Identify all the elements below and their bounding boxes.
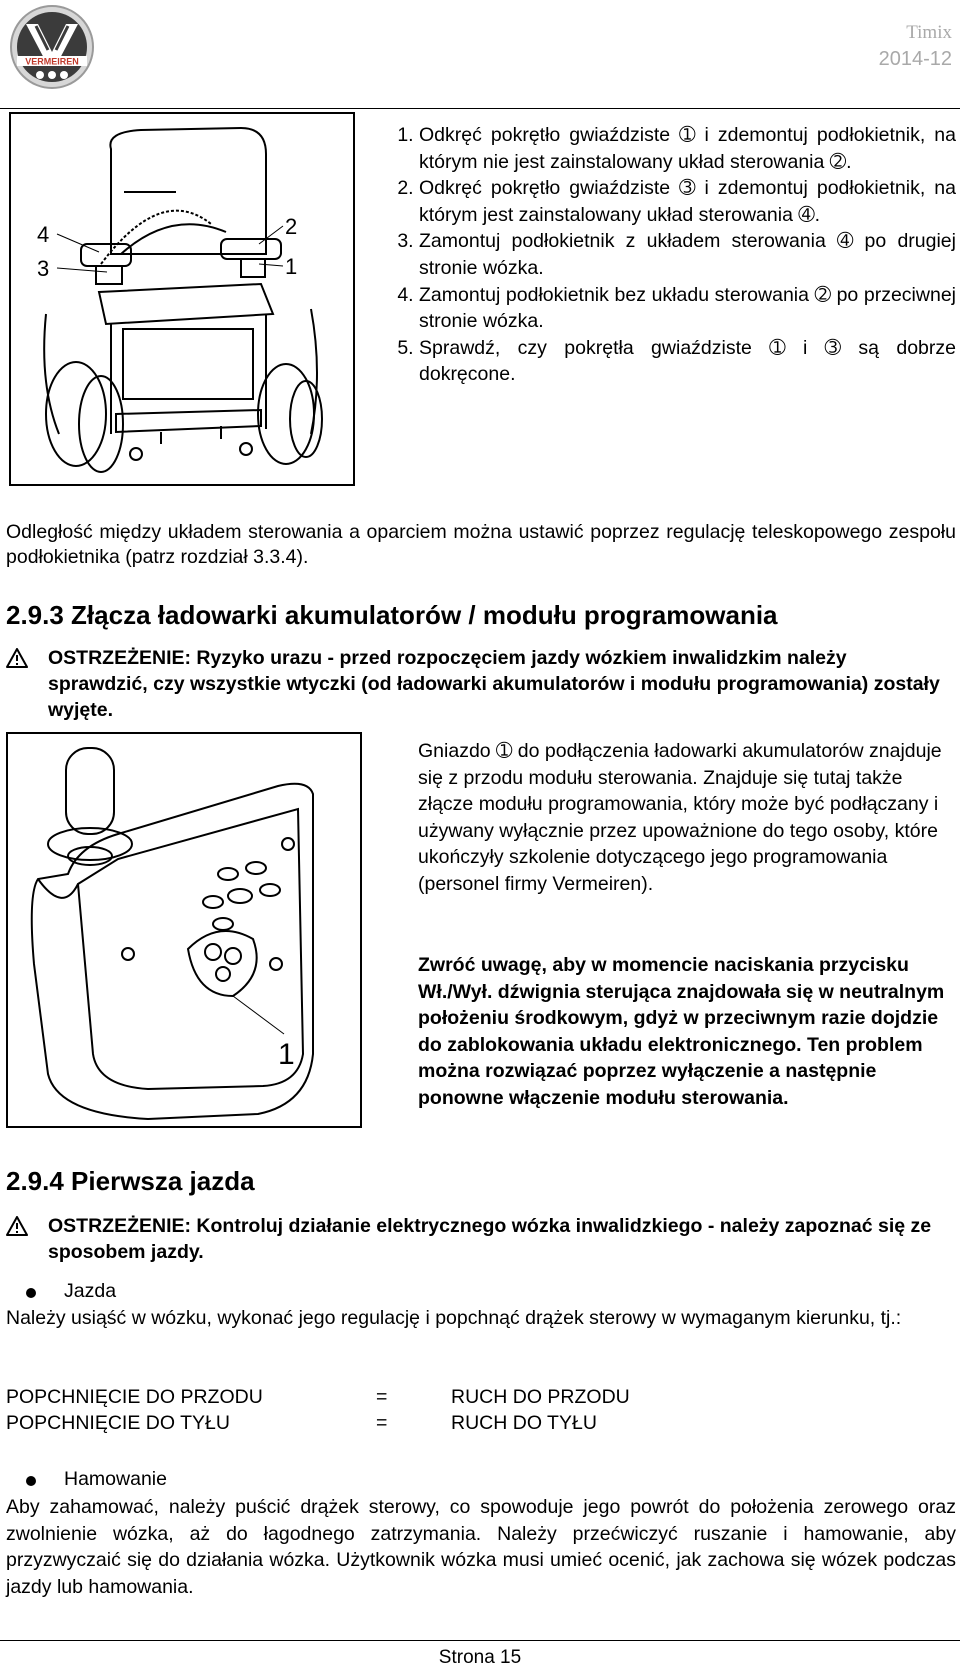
bullet-marker (26, 1288, 36, 1298)
row-left: POPCHNIĘCIE DO TYŁU (6, 1412, 230, 1434)
bullet-driving: Jazda (64, 1280, 117, 1302)
row-right: RUCH DO TYŁU (451, 1412, 597, 1434)
direction-row (6, 1384, 956, 1410)
steps-list (392, 122, 956, 388)
bullet-braking: Hamowanie (64, 1468, 167, 1490)
header-meta (879, 20, 952, 72)
distance-paragraph: Odległość między układem sterowania a oparciem można ustawić poprzez regulację teleskopowego zespołu podłokietnika (patrz rozdział 3.3.4). (6, 521, 956, 568)
step-item: 3. Zamontuj podłokietnik z układem sterowania ➃ po drugiej stronie wózka. (419, 228, 956, 281)
footer-divider (0, 1640, 960, 1641)
direction-row (6, 1410, 956, 1436)
control-module-figure (6, 732, 362, 1128)
step-item: 1. Odkręć pokrętło gwiaździste ➀ i zdemontuj podłokietnik, na którym nie jest zainstalowany układ sterowania ➁. (419, 122, 956, 175)
doc-date: 2014-12 (878, 48, 952, 70)
row-eq: = (376, 1386, 388, 1408)
row-right: RUCH DO PRZODU (451, 1386, 630, 1408)
callout-2: 2 (285, 214, 298, 239)
callout-3: 3 (37, 256, 50, 281)
section-293-heading: 2.9.3 Złącza ładowarki akumulatorów / modułu programowania (6, 600, 778, 630)
braking-paragraph: Aby zahamować, należy puścić drążek sterowy, co spowoduje jego powrót do położenia zerowego oraz zwolnienie wózka, aż do łagodnego zatrzymania. Należy przećwiczyć ruszanie i hamowanie, aby przyzwyczaić się do działania wózka. Użytkownik wózka musi umieć ocenić, jak zachowa się wózek podczas jazdy lub hamowania. (6, 1496, 956, 1598)
wheelchair-figure (9, 112, 355, 486)
section-293-warning: OSTRZEŻENIE: Ryzyko urazu - przed rozpoczęciem jazdy wózkiem inwalidzkim należy sprawdzić, czy wszystkie wtyczki (od ładowarki akumulatorów i modułu programowania) zostały wyjęte. (48, 647, 940, 721)
control-module-illustration (8, 734, 360, 1126)
page-number: Strona 15 (438, 1647, 522, 1668)
wheelchair-illustration (11, 114, 353, 484)
row-eq: = (376, 1412, 388, 1434)
callout-4: 4 (37, 222, 50, 247)
section-294-heading: 2.9.4 Pierwsza jazda (6, 1166, 255, 1196)
callout-1: 1 (278, 1038, 295, 1071)
step-item: 2. Odkręć pokrętło gwiaździste ➂ i zdemontuj podłokietnik, na którym jest zainstalowany układ sterowania ➃. (419, 175, 956, 228)
vermeiren-logo (8, 4, 96, 90)
section-293-text2: Zwróć uwagę, aby w momencie naciskania przycisku Wł./Wył. dźwignia sterująca znajdowała się w neutralnym położeniu środkowym, gdyż w przeciwnym razie dojdzie do zablokowania układu elektronicznego. Ten problem można rozwiązać poprzez wyłączenie a następnie ponowne włączenie modułu sterowania. (418, 954, 945, 1109)
driving-paragraph: Należy usiąść w wózku, wykonać jego regulację i popchnąć drążek sterowy w wymaganym kierunku, tj.: (6, 1307, 902, 1329)
row-left: POPCHNIĘCIE DO PRZODU (6, 1386, 263, 1408)
header-divider (0, 108, 960, 109)
step-item: 5. Sprawdź, czy pokrętła gwiaździste ➀ i ➂ są dobrze dokręcone. (419, 335, 956, 388)
warning-icon (6, 648, 28, 668)
callout-1: 1 (285, 254, 298, 279)
section-293-text1: Gniazdo ➀ do podłączenia ładowarki akumulatorów znajduje się z przodu modułu sterowania. Znajduje się tutaj także złącze modułu programowania, który może być podłączany i używany wyłącznie przez upoważnione do tego osoby, które ukończyły szkolenie dotyczącego jego programowania (personel firmy Vermeiren). (418, 740, 942, 895)
step-item: 4. Zamontuj podłokietnik bez układu sterowania ➁ po przeciwnej stronie wózka. (419, 282, 956, 335)
doc-name: Timix (906, 22, 952, 43)
warning-icon (6, 1216, 28, 1236)
logo-text: VERMEIREN (25, 56, 79, 67)
section-294-warning: OSTRZEŻENIE: Kontroluj działanie elektrycznego wózka inwalidzkiego - należy zapoznać się ze sposobem jazdy. (48, 1215, 932, 1263)
bullet-marker (26, 1476, 36, 1486)
